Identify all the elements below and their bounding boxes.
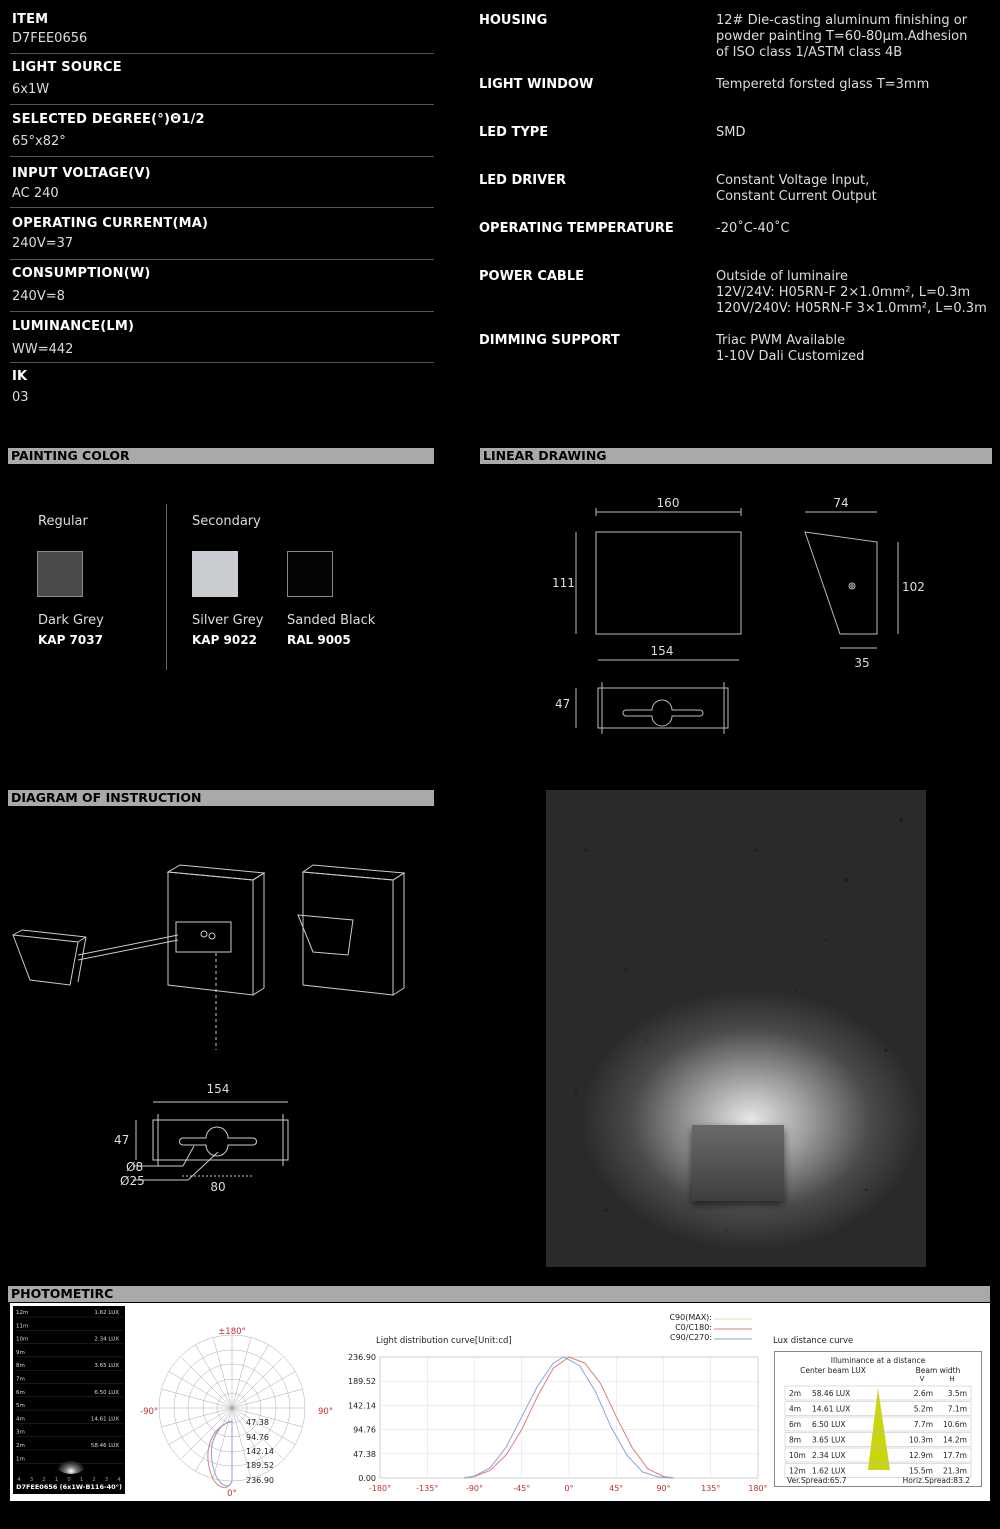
beam-axis-tick: 2 <box>42 1477 46 1483</box>
spec-label-dimming: DIMMING SUPPORT <box>479 333 620 348</box>
polar-bottom-label: 0° <box>227 1489 237 1499</box>
chart-ytick: 0.00 <box>358 1474 376 1483</box>
lux-row-v: 5.2m <box>913 1404 933 1414</box>
beam-row-label: 3m <box>16 1429 25 1436</box>
polar-ring-3: 142.14 <box>246 1447 274 1456</box>
chart-xtick: 0° <box>564 1484 574 1493</box>
lux-table <box>774 1351 982 1487</box>
beam-row-label: 10m <box>16 1336 29 1343</box>
section-bar-linear: LINEAR DRAWING <box>480 448 992 464</box>
photometric-panel <box>10 1303 990 1501</box>
polar-left-label: -90° <box>140 1407 159 1417</box>
polar-ring-4: 189.52 <box>246 1461 274 1470</box>
lux-table-svg <box>775 1352 981 1486</box>
spec-label-temperature: OPERATING TEMPERATURE <box>479 221 674 236</box>
color-code-dark-grey: KAP 7037 <box>38 633 103 647</box>
dim-front-height: 111 <box>552 576 575 590</box>
side-view-outline <box>805 532 877 634</box>
section-bar-photometric: PHOTOMETIRC <box>8 1286 990 1302</box>
lux-row-distance: 12m <box>789 1466 806 1476</box>
chart-xtick: 135° <box>701 1484 721 1493</box>
fixture-sketch <box>13 935 78 985</box>
polar-spoke <box>232 1372 295 1409</box>
polar-diagram <box>140 1321 334 1501</box>
lux-row-value: 14.61 LUX <box>812 1404 851 1414</box>
divider <box>166 504 167 670</box>
spec-value-current: 240V=37 <box>12 236 74 251</box>
beam-axis-tick: 3 <box>104 1477 109 1483</box>
beam-axis-tick: 4 <box>117 1477 121 1483</box>
beam-lux-value: 6.50 LUX <box>94 1389 119 1396</box>
beam-panel-svg <box>13 1306 125 1494</box>
lux-row-value: 6.50 LUX <box>812 1420 846 1429</box>
spec-value-item: D7FEE0656 <box>12 31 88 46</box>
spec-label-consumption: CONSUMPTION(W) <box>12 266 151 281</box>
wall-block-mounted <box>303 872 393 995</box>
chart-xtick: -180° <box>368 1484 392 1493</box>
instruction-diagram <box>8 860 438 1200</box>
spec-label-luminance: LUMINANCE(LM) <box>12 319 135 334</box>
lux-row-v: 7.7m <box>913 1420 933 1429</box>
beam-axis-tick: 4 <box>17 1477 21 1483</box>
lux-table-v: V <box>919 1375 925 1383</box>
chart-ytick: 189.52 <box>348 1377 376 1387</box>
spec-label-light-source: LIGHT SOURCE <box>12 60 122 75</box>
spec-value-voltage: AC 240 <box>12 186 59 201</box>
polar-ring-2: 94.76 <box>246 1433 269 1442</box>
chart-ytick: 47.38 <box>353 1449 376 1459</box>
polar-spoke <box>213 1408 232 1479</box>
dim-side-top: 74 <box>833 496 849 510</box>
fixture-photo <box>692 1125 784 1201</box>
spec-value-ik: 03 <box>12 390 29 405</box>
beam-caption: D7FEE0656 (6x1W-B116-40°) <box>16 1483 122 1491</box>
divider <box>10 311 434 312</box>
beam-axis-tick: 1 <box>79 1477 84 1483</box>
polar-spoke <box>161 1389 232 1408</box>
swatch-sanded-black <box>287 551 333 597</box>
regular-label: Regular <box>38 514 88 529</box>
polar-spoke <box>232 1345 269 1408</box>
beam-lux-value: 3.65 LUX <box>94 1363 119 1370</box>
beam-row-label: 2m <box>16 1443 25 1449</box>
spec-value-housing: 12# Die-casting aluminum finishing or powder painting T=60-80μm.Adhesion of ISO class 1/ASTM class 4B <box>716 13 968 60</box>
dim-side-bottom: 35 <box>854 656 870 670</box>
divider <box>10 104 434 105</box>
spec-label-degree: SELECTED DEGREE(°)Θ1/2 <box>12 112 205 127</box>
polar-spoke <box>180 1408 232 1460</box>
dim-bottom-height: 47 <box>555 697 571 711</box>
bottom-view-outline <box>598 688 728 728</box>
lux-row-value: 3.65 LUX <box>812 1435 846 1445</box>
spec-label-item: ITEM <box>12 12 49 27</box>
polar-ring-1: 47.38 <box>246 1418 269 1427</box>
curve-title: Light distribution curve[Unit:cd] <box>376 1336 512 1346</box>
lux-row-value: 2.34 LUX <box>812 1451 846 1460</box>
spec-value-degree: 65°x82° <box>12 134 66 149</box>
spec-label-ik: IK <box>12 369 28 384</box>
lux-row-h: 17.7m <box>942 1451 967 1460</box>
lux-table-col1: Center beam LUX <box>800 1366 866 1375</box>
lux-row-distance: 10m <box>789 1451 806 1460</box>
polar-top-label: ±180° <box>218 1327 246 1337</box>
spec-value-luminance: WW=442 <box>12 342 74 357</box>
beam-row-label: 12m <box>16 1310 29 1316</box>
color-name-silver-grey: Silver Grey <box>192 613 264 628</box>
beam-lux-value: 58.46 LUX <box>90 1443 119 1449</box>
color-name-dark-grey: Dark Grey <box>38 613 104 628</box>
lux-row-v: 15.5m <box>908 1466 933 1476</box>
spec-value-temperature: -20˚C-40˚C <box>716 221 790 236</box>
divider <box>10 362 434 363</box>
beam-row-label: 9m <box>16 1349 25 1356</box>
swatch-silver-grey <box>192 551 238 597</box>
dim-hole-large: Ø25 <box>120 1174 145 1188</box>
chart-xtick: 45° <box>609 1484 624 1493</box>
beam-row-label: 7m <box>16 1376 25 1383</box>
beam-lux-value: 2.34 LUX <box>94 1336 119 1343</box>
spec-value-light-source: 6x1W <box>12 82 50 97</box>
section-bar-instruction: DIAGRAM OF INSTRUCTION <box>8 790 434 806</box>
spec-label-current: OPERATING CURRENT(MA) <box>12 216 209 231</box>
color-name-sanded-black: Sanded Black <box>287 613 376 628</box>
dim-front-bottom: 154 <box>650 644 674 658</box>
lux-row-distance: 2m <box>789 1389 802 1398</box>
lux-curve-title: Lux distance curve <box>773 1336 854 1346</box>
chart-ytick: 94.76 <box>353 1425 376 1435</box>
lux-row-v: 2.6m <box>913 1389 933 1398</box>
spec-label-led-driver: LED DRIVER <box>479 173 567 188</box>
divider <box>10 259 434 260</box>
beam-row-label: 6m <box>16 1389 25 1396</box>
lux-table-title: Illuminance at a distance <box>830 1356 926 1365</box>
beam-panel <box>13 1306 125 1494</box>
legend-swatches <box>714 1315 754 1345</box>
secondary-label: Secondary <box>192 514 261 529</box>
swatch-dark-grey <box>37 551 83 597</box>
beam-row-label: 8m <box>16 1363 25 1370</box>
polar-spoke <box>232 1356 284 1408</box>
beam-axis-tick: 1 <box>54 1477 59 1483</box>
color-code-sanded-black: RAL 9005 <box>287 633 351 647</box>
linear-drawing <box>540 490 960 750</box>
spec-value-led-type: SMD <box>716 125 746 140</box>
lux-table-h: H <box>949 1375 955 1383</box>
dim-spacing: 80 <box>210 1180 226 1194</box>
lux-row-distance: 4m <box>789 1404 802 1414</box>
polar-ring-5: 236.90 <box>246 1476 274 1485</box>
lux-row-h: 10.6m <box>942 1420 967 1429</box>
chart-xtick: 180° <box>748 1484 768 1493</box>
spec-label-power-cable: POWER CABLE <box>479 269 585 284</box>
legend-c90: C90/C270: <box>669 1333 712 1342</box>
distribution-chart <box>335 1347 768 1501</box>
lux-row-value: 1.62 LUX <box>812 1466 846 1476</box>
lux-table-col2: Beam width <box>915 1366 961 1375</box>
beam-row-label: 1m <box>16 1456 25 1463</box>
chart-xtick: 90° <box>656 1484 671 1493</box>
polar-right-label: 90° <box>318 1407 334 1417</box>
spec-value-led-driver: Constant Voltage Input, Constant Current Output <box>716 173 877 204</box>
polar-spoke <box>232 1337 251 1408</box>
color-code-silver-grey: KAP 9022 <box>192 633 257 647</box>
divider <box>10 53 434 54</box>
beam-row-label: 5m <box>16 1403 25 1410</box>
legend-c0: C0/C180: <box>675 1323 712 1332</box>
polar-spoke <box>161 1408 232 1427</box>
polar-spoke <box>180 1356 232 1408</box>
beam-cone <box>868 1388 890 1470</box>
spec-label-voltage: INPUT VOLTAGE(V) <box>12 166 151 181</box>
dim-front-width: 160 <box>656 496 680 510</box>
polar-spoke <box>232 1389 303 1408</box>
section-bar-painting: PAINTING COLOR <box>8 448 434 464</box>
spec-label-housing: HOUSING <box>479 13 548 28</box>
beam-lux-value: 1.62 LUX <box>94 1310 119 1316</box>
spec-value-light-window: Temperetd forsted glass T=3mm <box>716 77 930 92</box>
spec-value-dimming: Triac PWM Available 1-10V Dali Customized <box>716 333 865 364</box>
chart-ytick: 236.90 <box>348 1353 376 1362</box>
polar-spoke <box>196 1345 233 1408</box>
curve-legend <box>640 1313 712 1343</box>
spec-value-power-cable: Outside of luminaire 12V/24V: H05RN-F 2×1.0mm², L=0.3m 120V/240V: H05RN-F 3×1.0mm², L=0.3m <box>716 269 987 316</box>
polar-spoke <box>169 1372 232 1409</box>
beam-lux-value: 14.61 LUX <box>90 1416 119 1423</box>
legend-c90max: C90(MAX): <box>669 1313 712 1322</box>
beam-axis-tick: 3 <box>29 1477 34 1483</box>
beam-axis-tick: 0 <box>67 1477 71 1483</box>
lux-row-h: 7.1m <box>947 1404 967 1414</box>
spec-label-led-type: LED TYPE <box>479 125 549 140</box>
chart-xtick: -135° <box>416 1484 439 1493</box>
dim-mount-width: 154 <box>206 1082 230 1096</box>
lux-row-v: 12.9m <box>908 1451 933 1460</box>
divider <box>10 207 434 208</box>
chart-ytick: 142.14 <box>348 1401 376 1411</box>
lux-row-distance: 6m <box>789 1420 802 1429</box>
chart-xtick: -90° <box>465 1484 484 1493</box>
lux-row-value: 58.46 LUX <box>812 1389 851 1398</box>
lux-row-h: 14.2m <box>942 1435 967 1445</box>
dim-mount-height: 47 <box>114 1133 130 1147</box>
product-photo <box>546 790 926 1267</box>
spec-label-light-window: LIGHT WINDOW <box>479 77 594 92</box>
divider <box>10 156 434 157</box>
lux-row-h: 3.5m <box>947 1389 967 1398</box>
lux-row-v: 10.3m <box>908 1435 933 1445</box>
beam-row-label: 11m <box>16 1323 29 1330</box>
lux-row-h: 21.3m <box>942 1466 967 1476</box>
dim-side-height: 102 <box>902 580 925 594</box>
front-view-outline <box>596 532 741 634</box>
polar-spoke <box>213 1337 232 1408</box>
beam-axis-tick: 2 <box>92 1477 96 1483</box>
polar-curve-c90 <box>211 1421 232 1486</box>
spec-value-consumption: 240V=8 <box>12 289 65 304</box>
mount-plate <box>153 1120 288 1160</box>
dim-hole-small: Ø8 <box>126 1160 144 1174</box>
ver-spread: Ver.Spread:65.7 <box>787 1476 847 1485</box>
beam-row-label: 4m <box>16 1416 25 1423</box>
chart-xtick: -45° <box>513 1484 531 1493</box>
hor-spread: Horiz.Spread:83.2 <box>902 1476 970 1485</box>
lux-row-distance: 8m <box>789 1435 802 1445</box>
